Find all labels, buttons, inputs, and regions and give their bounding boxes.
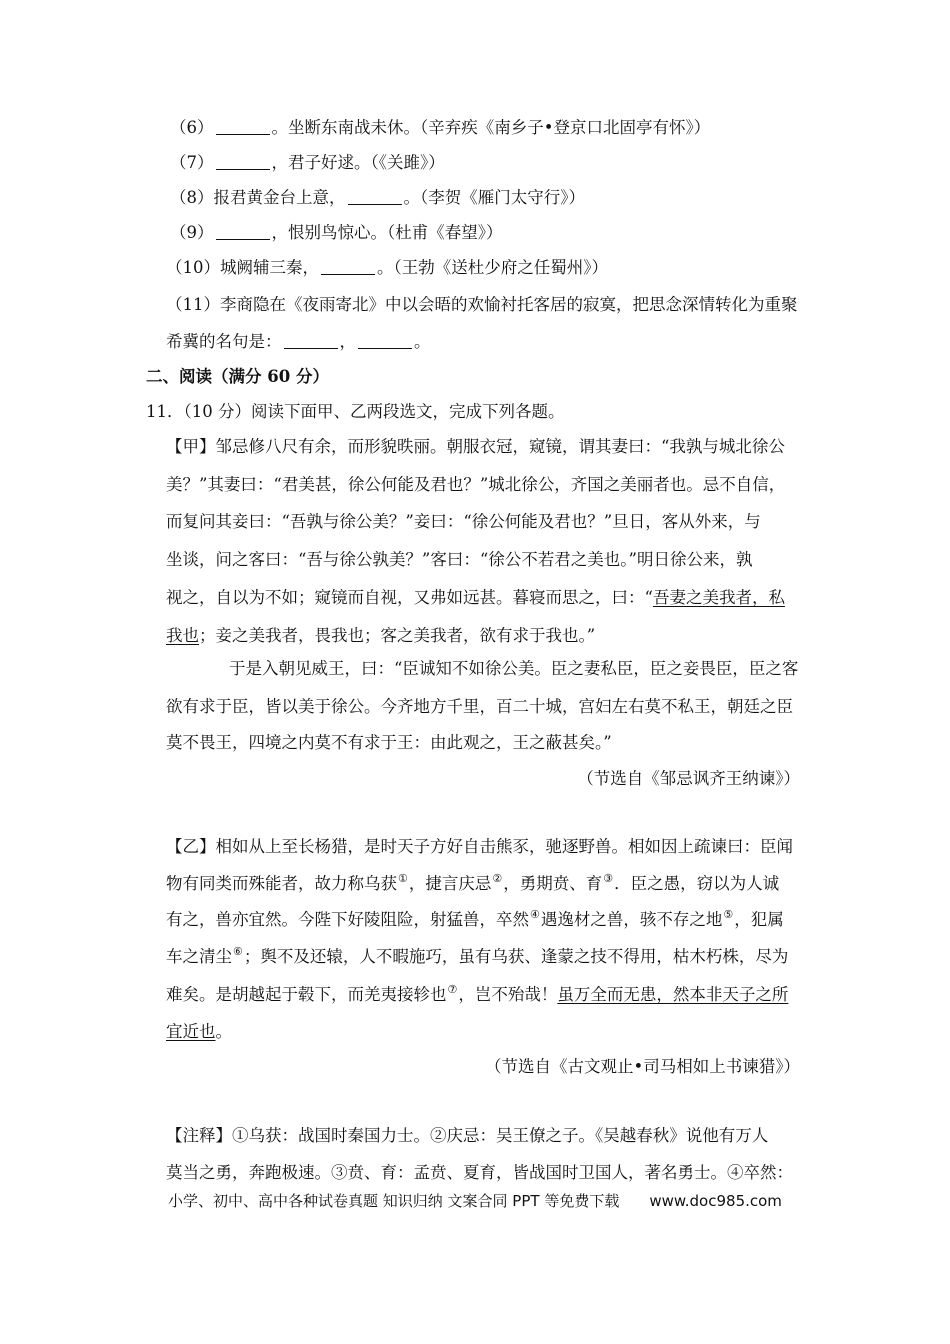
jia-para2-line-1: 于是入朝见威王，曰：“臣诚知不如徐公美。臣之妻私臣，臣之妾畏臣，臣之客 <box>229 659 799 678</box>
poem-item-11-line1: （11）李商隐在《夜雨寄北》中以会晤的欢愉衬托客居的寂寞，把思念深情转化为重聚 <box>166 295 798 314</box>
yi-line-6: 宜近也。 <box>166 1022 232 1041</box>
poem-item-6: （6） 。坐断东南战未休。（辛弃疾《南乡子•登京口北固亭有怀》） <box>170 118 711 137</box>
footnote-marker: ③ <box>603 872 614 885</box>
footnote-marker: ⑤ <box>723 908 734 921</box>
underlined-sentence: 宜近也 <box>166 1022 216 1041</box>
footnote-marker: ① <box>398 872 408 885</box>
yi-source: （节选自《古文观止•司马相如上书谏猎》） <box>485 1057 800 1076</box>
jia-para2-line-2: 欲有求于臣，皆以美于徐公。今齐地方千里，百二十城，宫妇左右莫不私王，朝廷之臣 <box>166 697 793 716</box>
poem-item-10: （10）城阙辅三秦， 。（王勃《送杜少府之任蜀州》） <box>166 258 608 277</box>
poem-item-11-line2: 希冀的名句是： ， 。 <box>166 332 431 351</box>
underlined-sentence: 虽万全而无患，然本非天子之所 <box>557 985 789 1004</box>
footnote-marker: ④ <box>530 908 540 921</box>
yi-line-5: 难矣。是胡越起于毂下，而羌夷接轸也⑦，岂不殆哉！虽万全而无患，然本非天子之所 <box>166 983 789 1004</box>
note-marker: ① <box>232 1126 249 1145</box>
footer-site-link[interactable]: www.doc985.com <box>649 1192 782 1210</box>
jia-line-1: 【甲】邹忌修八尺有余，而形貌昳丽。朝服衣冠，窥镜，谓其妻曰：“我孰与城北徐公 <box>166 437 785 456</box>
jia-line-3: 而复问其妾曰：“吾孰与徐公美？”妾曰：“徐公何能及君也？”旦日，客从外来，与 <box>166 512 761 531</box>
section-title: 二、阅读（满分 60 分） <box>146 367 329 386</box>
yi-line-1: 【乙】相如从上至长杨猎，是时天子方好自击熊豕，驰逐野兽。相如因上疏谏曰：臣闻 <box>166 837 793 856</box>
underlined-sentence: 我也 <box>166 626 199 645</box>
underlined-sentence: 吾妻之美我者，私 <box>652 588 785 607</box>
yi-line-4: 车之清尘⑥；舆不及还辕，人不暇施巧，虽有乌获、逢蒙之技不得用，枯木朽株，尽为 <box>166 945 789 966</box>
poem-item-7: （7） ，君子好逑。（《关雎》） <box>170 153 445 172</box>
question-stem: 11．（10 分）阅读下面甲、乙两段选文，完成下列各题。 <box>146 402 565 421</box>
notes-line-1: 【注释】①乌获：战国时秦国力士。②庆忌：吴王僚之子。《吴越春秋》说他有万人 <box>166 1126 769 1145</box>
poem-item-9: （9） ，恨别鸟惊心。（杜甫《春望》） <box>170 223 503 242</box>
footnote-marker: ⑥ <box>233 945 243 958</box>
answer-blank[interactable] <box>216 153 270 170</box>
answer-blank[interactable] <box>321 258 375 275</box>
yi-line-3: 有之，兽亦宜然。今陛下好陵阻险，射猛兽，卒然④遇逸材之兽，骇不存之地⑤，犯属 <box>166 908 784 929</box>
footnote-marker: ② <box>492 872 503 885</box>
answer-blank[interactable] <box>284 332 338 349</box>
note-marker: ③ <box>331 1163 348 1182</box>
jia-line-2: 美？”其妻曰：“君美甚，徐公何能及君也？”城北徐公，齐国之美丽者也。忌不自信， <box>166 475 786 494</box>
note-marker: ② <box>430 1126 447 1145</box>
answer-blank[interactable] <box>358 332 412 349</box>
answer-blank[interactable] <box>216 118 270 135</box>
poem-item-8: （8）报君黄金台上意， 。（李贺《雁门太守行》） <box>170 188 585 207</box>
footnote-marker: ⑦ <box>447 983 458 996</box>
jia-line-5: 视之，自以为不如；窥镜而自视，又弗如远甚。暮寝而思之，曰：“吾妻之美我者，私 <box>166 588 785 607</box>
answer-blank[interactable] <box>216 223 270 240</box>
jia-line-6: 我也；妾之美我者，畏我也；客之美我者，欲有求于我也。” <box>166 626 596 645</box>
notes-line-2: 莫当之勇，奔跑极速。③贲、育：孟贲、夏育，皆战国时卫国人，著名勇士。④卒然： <box>166 1163 793 1182</box>
jia-source: （节选自《邹忌讽齐王纳谏》） <box>577 769 800 788</box>
footer-text: 小学、初中、高中各种试卷真题 知识归纳 文案合同 PPT 等免费下载 <box>168 1192 620 1210</box>
jia-line-4: 坐谈，问之客曰：“吾与徐公孰美？”客曰：“徐公不若君之美也。”明日徐公来，孰 <box>166 550 753 569</box>
page-footer <box>168 1190 782 1211</box>
answer-blank[interactable] <box>348 188 402 205</box>
yi-line-2: 物有同类而殊能者，故力称乌获①，捷言庆忌②，勇期贲、育③．臣之愚，窃以为人诚 <box>166 872 780 893</box>
jia-para2-line-3: 莫不畏王，四境之内莫不有求于王：由此观之，王之蔽甚矣。” <box>166 733 612 752</box>
note-marker: ④ <box>727 1163 744 1182</box>
